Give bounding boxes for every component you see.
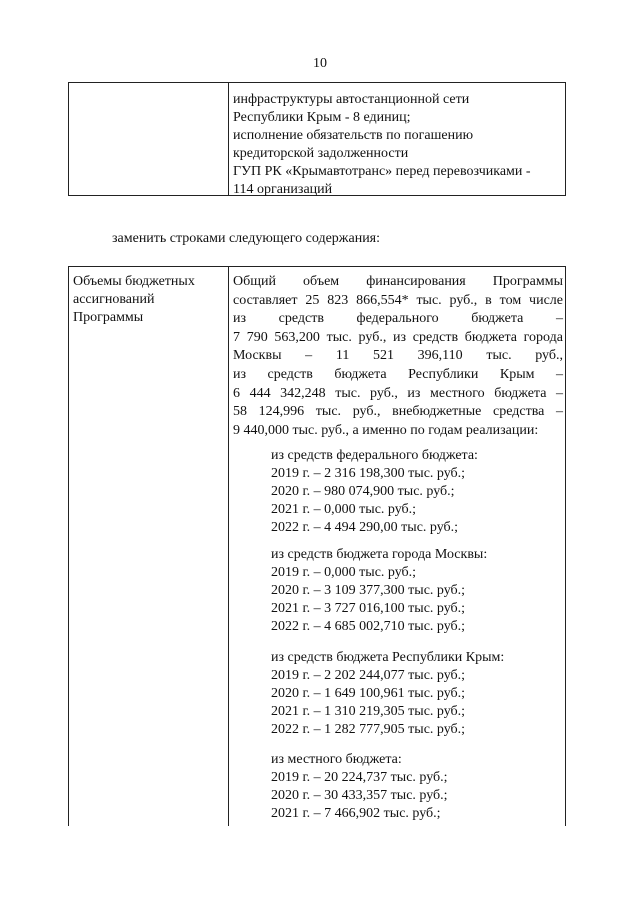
crimea-budget-group <box>271 649 504 739</box>
year-line: 2022 г. – 1 282 777,905 тыс. руб.; <box>271 722 466 737</box>
previous-row-text <box>233 91 559 199</box>
year-line: 2019 г. – 2 316 198,300 тыс. руб.; <box>271 466 466 481</box>
year-line: 2020 г. – 980 074,900 тыс. руб.; <box>271 484 455 499</box>
group-heading: из средств бюджета Республики Крым: <box>271 650 505 665</box>
previous-row-line: исполнение обязательств по погашению <box>233 128 474 143</box>
year-line: 2022 г. – 4 685 002,710 тыс. руб.; <box>271 619 466 634</box>
year-line: 2020 г. – 30 433,357 тыс. руб.; <box>271 788 448 803</box>
year-line: 2021 г. – 3 727 016,100 тыс. руб.; <box>271 601 466 616</box>
column-divider <box>228 267 229 826</box>
page-number: 10 <box>313 56 327 71</box>
previous-row-line: ГУП РК «Крымавтотранс» перед перевозчиками - <box>233 164 531 179</box>
year-line: 2019 г. – 0,000 тыс. руб.; <box>271 565 417 580</box>
summary-line: из средств федерального бюджета – <box>233 311 563 327</box>
local-budget-group <box>271 751 448 823</box>
new-table-row <box>68 266 566 826</box>
year-line: 2021 г. – 0,000 тыс. руб.; <box>271 502 417 517</box>
summary-line: 58 124,996 тыс. руб., внебюджетные средства – <box>233 404 563 420</box>
moscow-budget-group <box>271 546 487 636</box>
summary-line: составляет 25 823 866,554* тыс. руб., в том числе <box>233 292 563 308</box>
summary-line: Общий объем финансирования Программы <box>233 274 563 289</box>
summary-line: 6 444 342,248 тыс. руб., из местного бюджета – <box>233 385 563 401</box>
previous-row-line: Республики Крым - 8 единиц; <box>233 110 411 125</box>
column-divider <box>228 83 229 195</box>
summary-line: 9 440,000 тыс. руб., а именно по годам реализации: <box>233 422 539 438</box>
financing-summary <box>233 273 563 440</box>
federal-budget-group <box>271 447 478 537</box>
year-line: 2020 г. – 3 109 377,300 тыс. руб.; <box>271 583 466 598</box>
year-line: 2019 г. – 20 224,737 тыс. руб.; <box>271 770 448 785</box>
group-heading: из средств федерального бюджета: <box>271 448 478 463</box>
summary-line: 7 790 563,200 тыс. руб., из средств бюджета города <box>233 329 563 345</box>
previous-row-line: инфраструктуры автостанционной сети <box>233 92 470 107</box>
intro-text: заменить строками следующего содержания: <box>112 231 381 246</box>
year-line: 2022 г. – 4 494 290,00 тыс. руб.; <box>271 520 459 535</box>
year-line: 2020 г. – 1 649 100,961 тыс. руб.; <box>271 686 466 701</box>
group-heading: из средств бюджета города Москвы: <box>271 547 488 562</box>
year-line: 2019 г. – 2 202 244,077 тыс. руб.; <box>271 668 466 683</box>
group-heading: из местного бюджета: <box>271 752 402 767</box>
year-line: 2021 г. – 1 310 219,305 тыс. руб.; <box>271 704 466 719</box>
previous-row-line: 114 организаций <box>233 182 333 197</box>
row-label: Объемы бюджетных ассигнований Программы <box>73 274 195 325</box>
summary-line: Москвы – 11 521 396,110 тыс. руб., <box>233 348 563 364</box>
year-line: 2021 г. – 7 466,902 тыс. руб.; <box>271 806 441 821</box>
previous-row-line: кредиторской задолженности <box>233 146 409 161</box>
previous-table-row <box>68 82 566 196</box>
summary-line: из средств бюджета Республики Крым – <box>233 366 563 382</box>
